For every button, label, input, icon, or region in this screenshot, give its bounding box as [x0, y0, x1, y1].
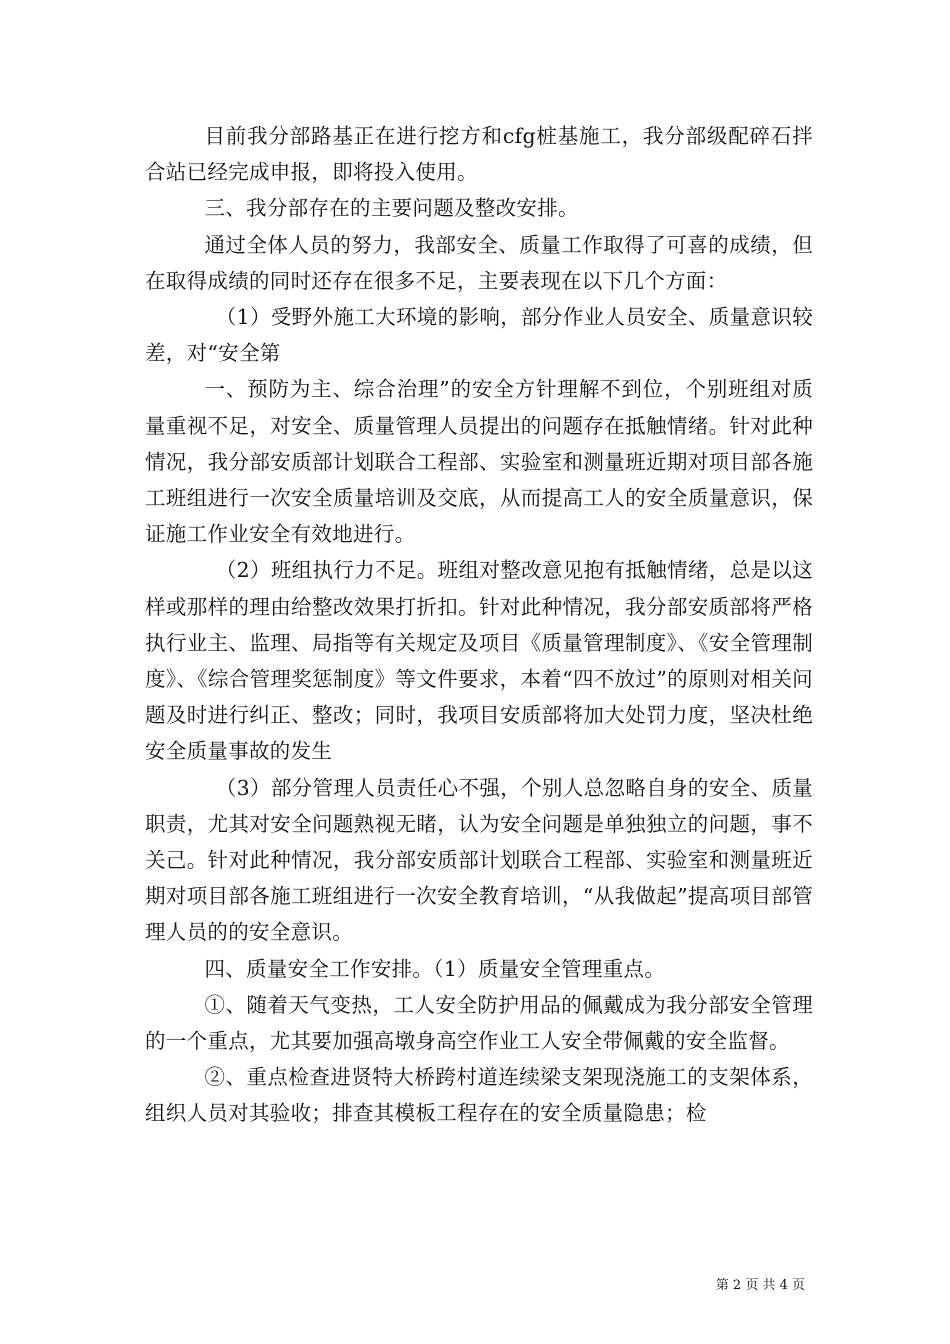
heading-section-three: 三、我分部存在的主要问题及整改安排。: [204, 196, 579, 221]
document-body: [145, 118, 813, 1132]
page-number-footer: 第 2 页 共 4 页: [715, 1278, 805, 1293]
paragraph-focus-1: ①、随着天气变热，工人安全防护用品的佩戴成为我分部安全管理的一个重点，尤其要加强高墩身高空作业工人安全带佩戴的安全监督。: [145, 992, 813, 1054]
paragraph-focus-2: ②、重点检查进贤特大桥跨村道连续梁支架现浇施工的支架体系，组织人员对其验收；排查其模板工程存在的安全质量隐患；检: [145, 1065, 813, 1126]
paragraph-issue-1-continued: 一、预防为主、综合治理”的安全方针理解不到位，个别班组对质量重视不足，对安全、质量管理人员提出的问题存在抵触情绪。针对此种情况，我分部安质部计划联合工程部、实验室和测量班近期对项目部各施工班组进行一次安全质量培训及交底，从而提高工人的安全质量意识，保证施工作业安全有效地进行。: [145, 377, 813, 547]
paragraph-achievements: 通过全体人员的努力，我部安全、质量工作取得了可喜的成绩，但在取得成绩的同时还存在很多不足，主要表现在以下几个方面：: [145, 232, 813, 293]
paragraph-progress: 目前我分部路基正在进行挖方和cfg桩基施工，我分部级配碎石拌合站已经完成申报，即将投入使用。: [145, 124, 813, 185]
paragraph-issue-1: （1）受野外施工大环境的影响，部分作业人员安全、质量意识较差，对“安全第: [145, 305, 813, 366]
heading-section-four: 四、质量安全工作安排。（1）质量安全管理重点。: [204, 956, 666, 981]
paragraph-issue-2: （2）班组执行力不足。班组对整改意见抱有抵触情绪，总是以这样或那样的理由给整改效果打折扣。针对此种情况，我分部安质部将严格执行业主、监理、局指等有关规定及项目《质量管理制度》、《安全管理制度》、《综合管理奖惩制度》等文件要求，本着“四不放过”的原则对相关问题及时进行纠正、整改；同时，我项目安质部将加大处罚力度，坚决杜绝安全质量事故的发生: [145, 558, 813, 764]
paragraph-issue-3: （3）部分管理人员责任心不强，个别人总忽略自身的安全、质量职责，尤其对安全问题熟视无睹，认为安全问题是单独独立的问题，事不关己。针对此种情况，我分部安质部计划联合工程部、实验室和测量班近期对项目部各施工班组进行一次安全教育培训，“从我做起”提高项目部管理人员的的安全意识。: [145, 775, 813, 945]
